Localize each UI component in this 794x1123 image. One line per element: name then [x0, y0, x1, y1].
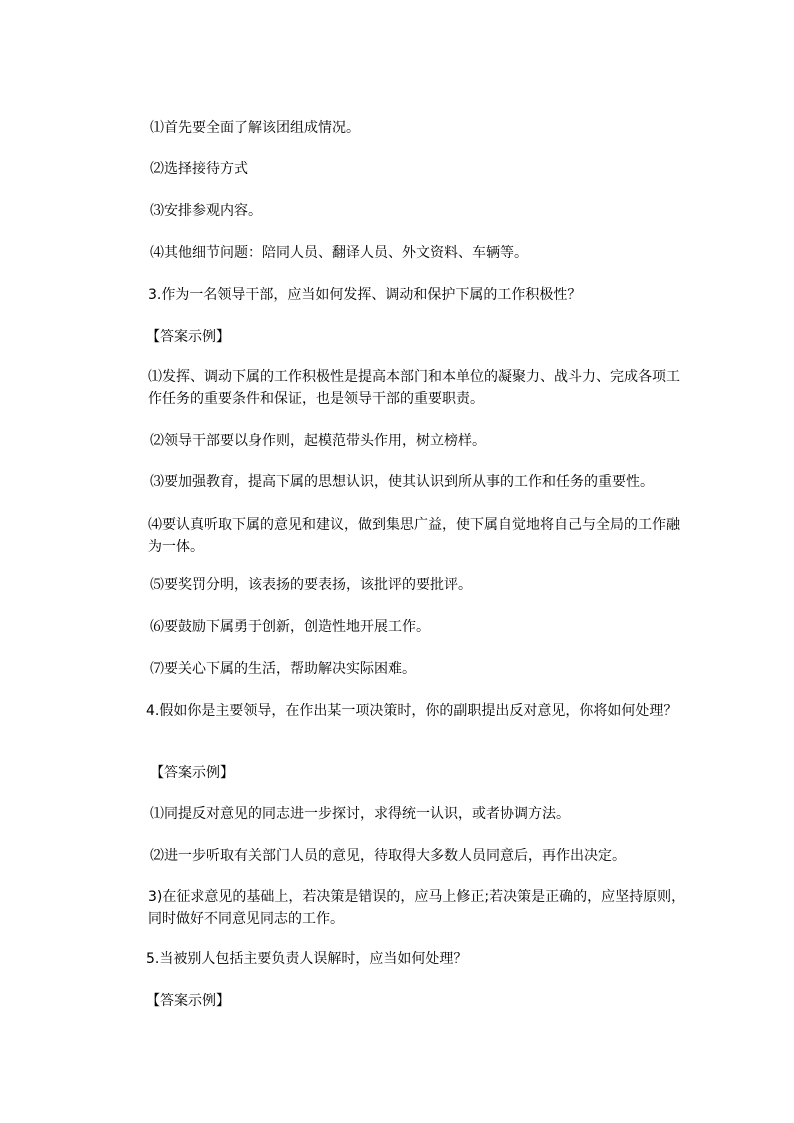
question-heading: 4.假如你是主要领导，在作出某一项决策时，你的副职提出反对意见，你将如何处理？ [146, 703, 678, 719]
list-item: ⑷其他细节问题：陪同人员、翻译人员、外文资料、车辆等。 [150, 245, 528, 261]
paragraph [148, 366, 688, 410]
list-item: ⑶要加强教育，提高下属的思想认识，使其认识到所从事的工作和任务的重要性。 [150, 474, 654, 490]
paragraph [148, 886, 688, 930]
list-item: ⑵选择接待方式 [150, 161, 248, 177]
paragraph-text: ⑷要认真听取下属的意见和建议，做到集思广益，使下属自觉地将自己与全局的工作融为一体。 [148, 517, 680, 555]
list-item: ⑺要关心下属的生活，帮助解决实际困难。 [150, 661, 416, 677]
answer-label: 【答案示例】 [146, 993, 230, 1009]
list-item: ⑴首先要全面了解该团组成情况。 [150, 120, 360, 136]
question-heading: 3.作为一名领导干部，应当如何发挥、调动和保护下属的工作积极性？ [148, 287, 582, 303]
paragraph-text: ⑴发挥、调动下属的工作积极性是提高本部门和本单位的凝聚力、战斗力、完成各项工作任务的重要条件和保证，也是领导干部的重要职责。 [148, 369, 680, 407]
paragraph [148, 514, 688, 558]
list-item: ⑴同提反对意见的同志进一步探讨，求得统一认识，或者协调方法。 [150, 806, 570, 822]
list-item: ⑹要鼓励下属勇于创新，创造性地开展工作。 [150, 619, 430, 635]
list-item: ⑵进一步听取有关部门人员的意见，待取得大多数人员同意后，再作出决定。 [150, 848, 626, 864]
answer-label: 【答案示例】 [150, 765, 234, 781]
list-item: ⑵领导干部要以身作则，起模范带头作用，树立榜样。 [150, 433, 486, 449]
answer-label: 【答案示例】 [146, 329, 230, 345]
paragraph-text: 3)在征求意见的基础上，若决策是错误的，应马上修正;若决策是正确的，应坚持原则，同时做好不同意见同志的工作。 [148, 889, 686, 927]
list-item: ⑸要奖罚分明，该表扬的要表扬，该批评的要批评。 [150, 577, 472, 593]
list-item: ⑶安排参观内容。 [150, 203, 262, 219]
question-heading: 5.当被别人包括主要负责人误解时，应当如何处理？ [146, 951, 468, 967]
